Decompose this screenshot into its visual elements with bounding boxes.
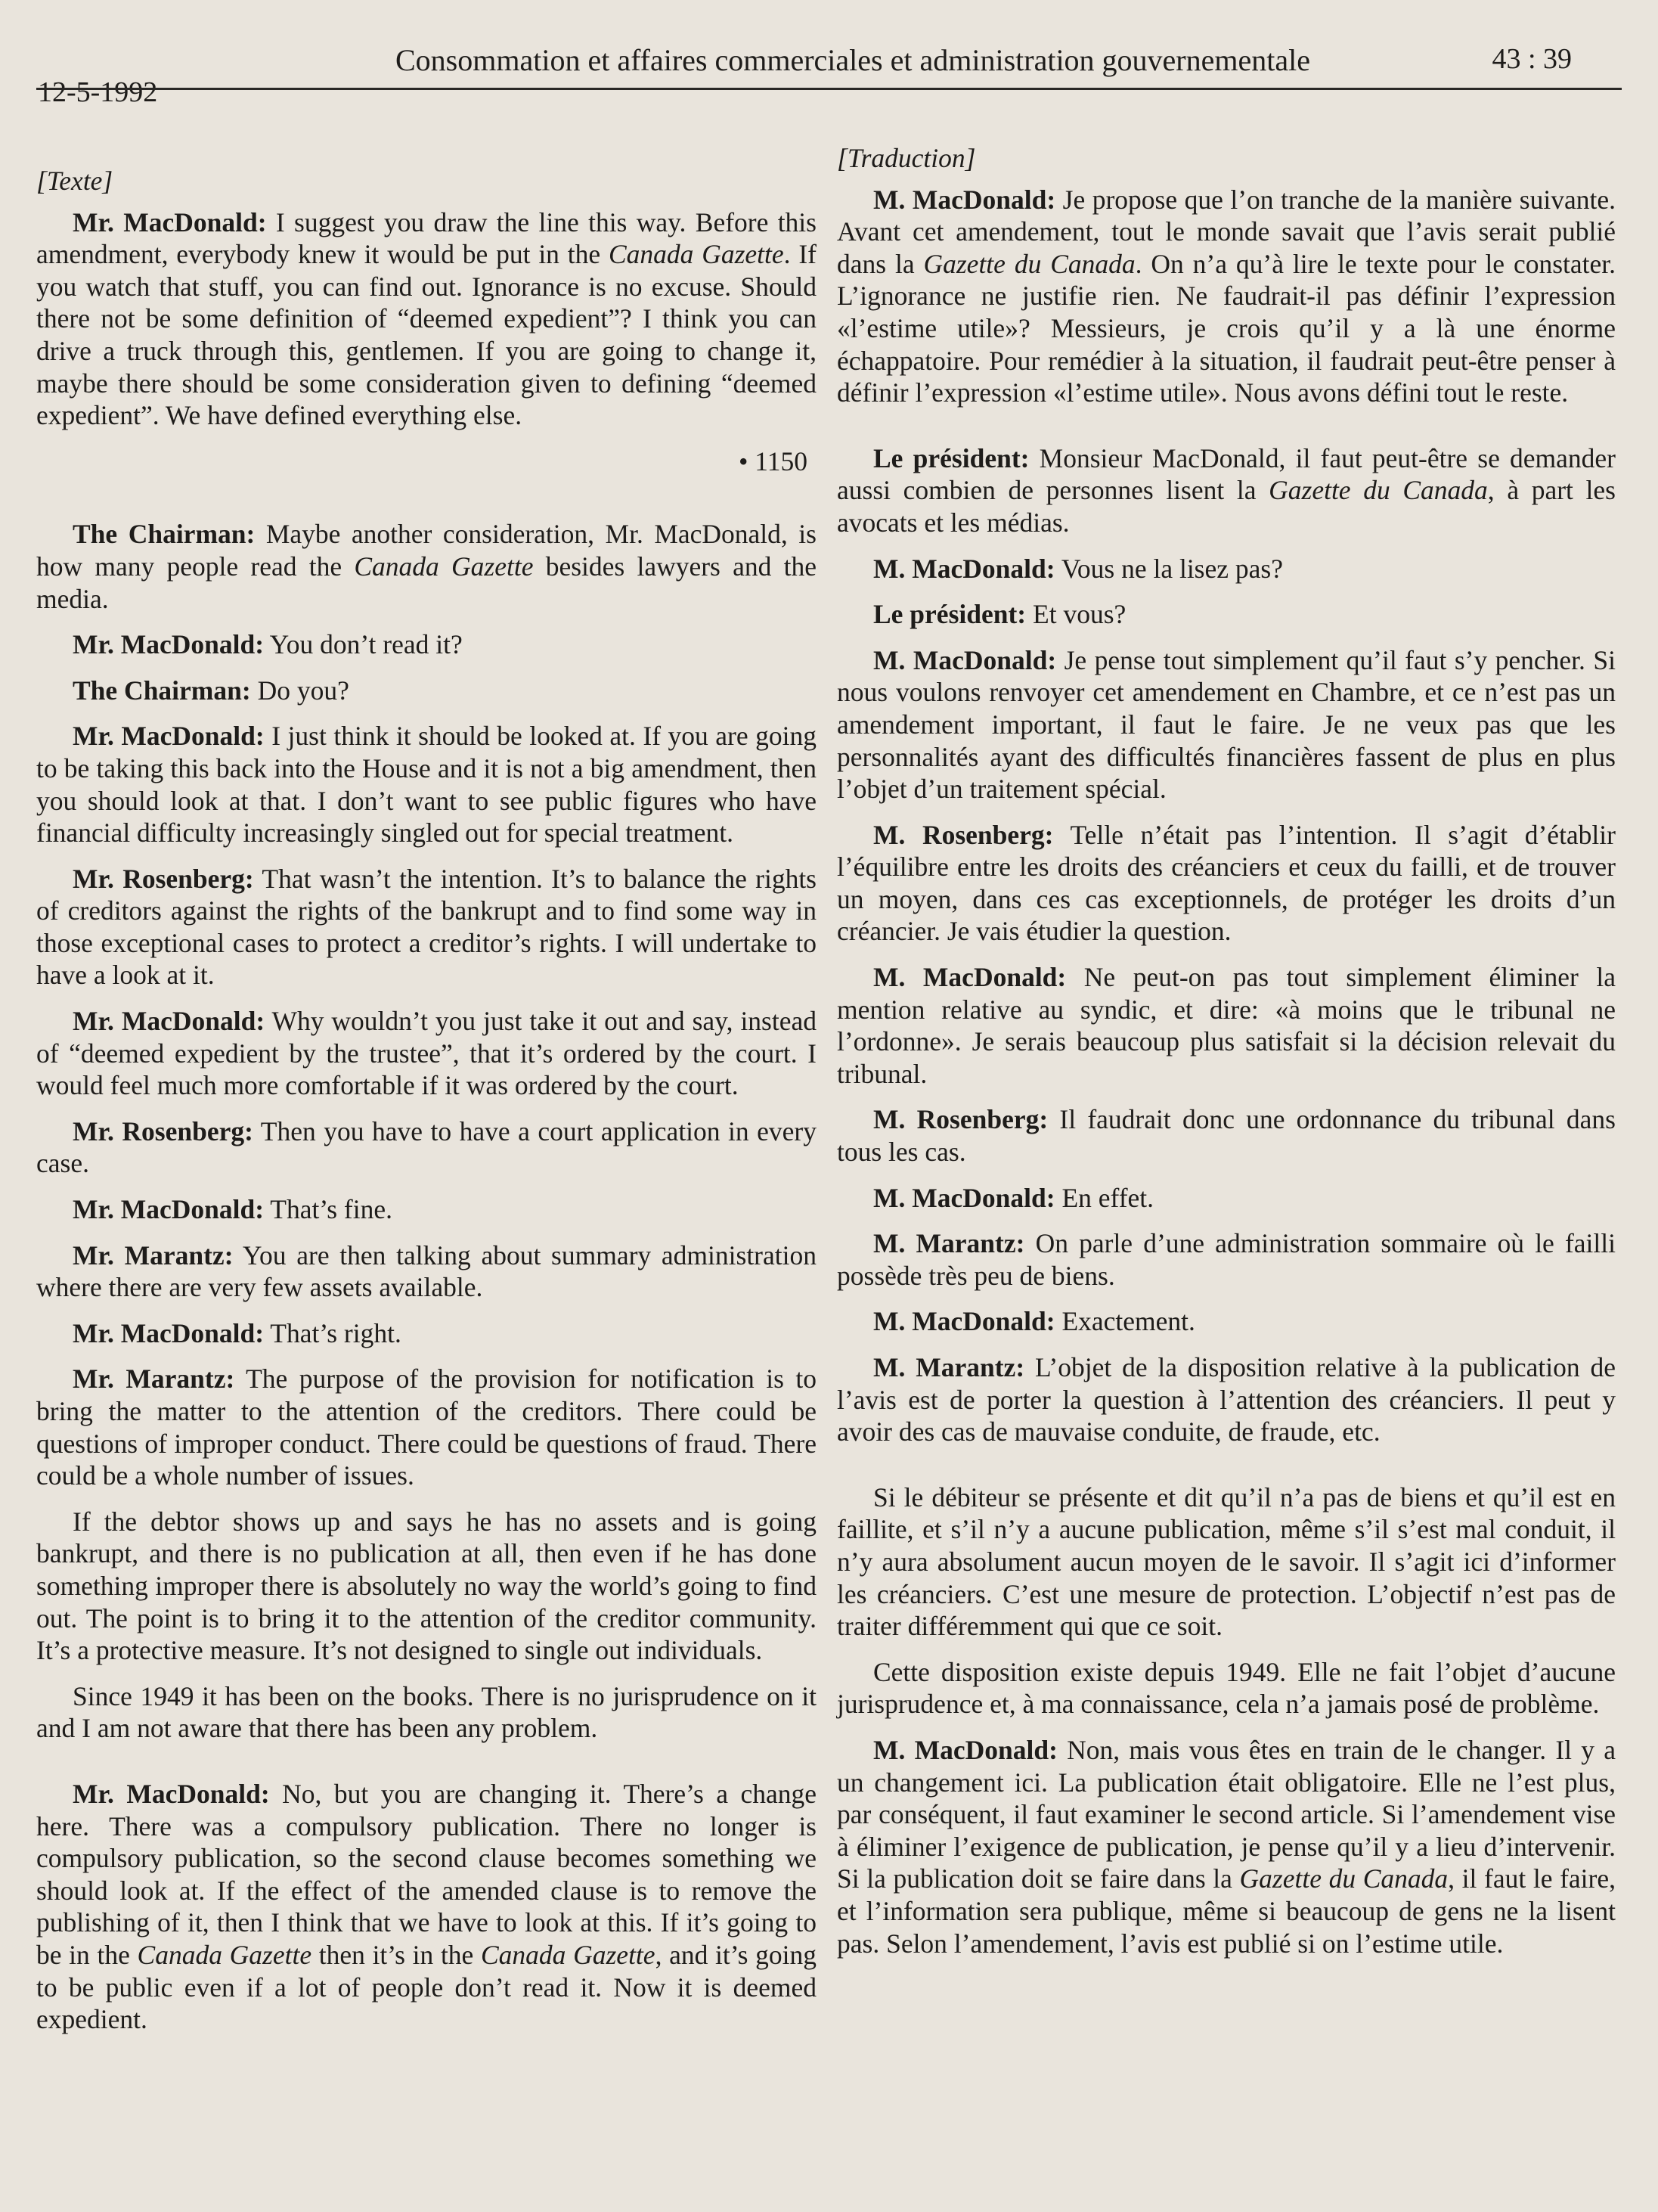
transcript-paragraph: M. Rosenberg: Telle n’était pas l’intention. Il s’agit d’établir l’équilibre entre les droits des créanciers et ceux du failli, et de trouver un moyen, dans ces cas exceptionnels, de protéger les droits d’un créancier. Je vais étudier la question.	[837, 819, 1616, 947]
header-date: 12-5-1992	[38, 76, 158, 108]
speaker-name: Mr. MacDonald:	[73, 206, 267, 237]
transcript-paragraph: Mr. Marantz: You are then talking about summary administration where there are very few assets available.	[36, 1239, 817, 1303]
transcript-paragraph: Si le débiteur se présente et dit qu’il n’a pas de biens et qu’il est en faillite, et s’il n’y a aucune publication, même s’il s’est mal conduit, il n’y aura absolument aucun moyen de le savoir. Il s’agit ici d’informer les créanciers. C’est une mesure de protection. L’objectif n’est pas de traiter différemment qui que ce soit.	[837, 1481, 1616, 1642]
speaker-name: M. Rosenberg:	[873, 819, 1054, 850]
speaker-name: Mr. Marantz:	[73, 1363, 235, 1395]
transcript-paragraph: Cette disposition existe depuis 1949. Elle ne fait l’objet d’aucune jurisprudence et, à ma connaissance, cela n’a jamais posé de problème.	[837, 1656, 1616, 1720]
speaker-name: M. Rosenberg:	[873, 1104, 1049, 1135]
speaker-name: M. MacDonald:	[873, 644, 1057, 675]
speaker-name: M. MacDonald:	[873, 1306, 1055, 1337]
speaker-name: Mr. MacDonald:	[73, 1778, 270, 1809]
transcript-paragraph: Mr. Marantz: The purpose of the provision for notification is to bring the matter to the attention of the creditors. There could be questions of improper conduct. There could be questions of fraud. There could be a whole number of issues.	[36, 1363, 817, 1491]
speaker-name: Mr. Rosenberg:	[73, 1115, 253, 1146]
transcript-paragraphs	[837, 184, 1616, 1960]
transcript-paragraph: M. MacDonald: Je propose que l’on tranche de la manière suivante. Avant cet amendement, tout le monde savait que l’avis serait publié dans la Gazette du Canada. On n’a qu’à lire le texte pour le constater. L’ignorance ne justifie rien. Ne faudrait-il pas définir l’expression «l’estime utile»? Messieurs, je crois qu’il y a là une énorme échappatoire. Pour remédier à la situation, il faudrait peut-être penser à définir l’expression «l’estime utile». Nous avons défini tout le reste.	[837, 184, 1616, 408]
publication-title: Gazette du Canada	[1239, 1863, 1449, 1894]
publication-title: Canada Gazette	[608, 239, 784, 270]
speaker-name: Mr. MacDonald:	[73, 1194, 265, 1225]
speaker-name: M. Marantz:	[873, 1228, 1025, 1259]
speaker-name: M. MacDonald:	[873, 553, 1055, 584]
transcript-paragraph: Le président: Et vous?	[873, 599, 1127, 630]
transcript-paragraph: M. MacDonald: Exactement.	[873, 1306, 1195, 1337]
transcript-paragraph: M. MacDonald: Ne peut-on pas tout simplement éliminer la mention relative au syndic, et dire: «à moins que le tribunal ne l’ordonne». Je serais beaucoup plus satisfait si la décision relevait du tribunal.	[837, 962, 1616, 1089]
transcript-paragraph: Mr. MacDonald: That’s right.	[73, 1317, 401, 1348]
transcript-paragraph: Mr. Rosenberg: Then you have to have a court application in every case.	[36, 1115, 817, 1179]
english-column	[36, 135, 817, 2049]
transcript-paragraph: Mr. MacDonald: No, but you are changing it. There’s a change here. There was a compulsory publication. There no longer is compulsory publication, so the second clause becomes something we should look at. If the effect of the amended clause is to remove the publishing of it, then I think that we have to look at this. If it’s going to be in the Canada Gazette then it’s in the Canada Gazette, and it’s going to be public even if a lot of people don’t read it. Now it is deemed expedient.	[36, 1778, 817, 2035]
transcript-paragraph: Mr. Rosenberg: That wasn’t the intention. It’s to balance the rights of creditors against the rights of the bankrupt and to find some way in those exceptional cases to protect a creditor’s rights. I will undertake to have a look at it.	[36, 863, 817, 991]
transcript-paragraph: Mr. MacDonald: I just think it should be looked at. If you are going to be taking this back into the House and it is not a big amendment, then you should look at that. I don’t want to see public figures who have financial difficulty increasingly singled out for special treatment.	[36, 721, 817, 849]
header-rule	[36, 88, 1622, 90]
transcript-paragraph: M. MacDonald: En effet.	[873, 1182, 1154, 1213]
transcript-paragraph: If the debtor shows up and says he has no assets and is going bankrupt, and there is no publication at all, then even if he has done something improper there is absolutely no way the world’s going to find out. The point is to bring it to the attention of the creditor community. It’s a protective measure. It’s not designed to single out individuals.	[36, 1506, 817, 1666]
transcript-paragraph: The Chairman: Maybe another consideration, Mr. MacDonald, is how many people read the Canada Gazette besides lawyers and the media.	[36, 519, 817, 614]
header-page-number: 43 : 39	[1492, 43, 1572, 75]
speaker-name: M. Marantz:	[873, 1352, 1025, 1382]
transcript-paragraph: M. Marantz: L’objet de la disposition relative à la publication de l’avis est de porter la question à l’attention des créanciers. Il peut y avoir des cas de mauvaise conduite, de fraude, etc.	[837, 1352, 1616, 1447]
transcript-paragraph: M. Rosenberg: Il faudrait donc une ordonnance du tribunal dans tous les cas.	[837, 1104, 1616, 1168]
transcript-paragraph: M. Marantz: On parle d’une administration sommaire où le failli possède très peu de biens.	[837, 1228, 1616, 1291]
transcript-paragraph: M. MacDonald: Je pense tout simplement qu’il faut s’y pencher. Si nous voulons renvoyer cet amendement en Chambre, et ce n’est pas un amendement important, il faut le faire. Je ne veux pas que les personnalités ayant des difficultés financières fassent de plus en plus l’objet d’un traitement spécial.	[837, 644, 1616, 805]
publication-title: Gazette du Canada	[1269, 475, 1488, 506]
transcript-paragraphs	[36, 206, 817, 2036]
speaker-name: Mr. Marantz:	[73, 1239, 234, 1270]
language-tag: [Traduction]	[837, 143, 976, 173]
speaker-name: The Chairman:	[73, 519, 256, 550]
header-title: Consommation et affaires commerciales et administration gouvernementale	[395, 43, 1310, 77]
transcript-paragraph: Le président: Monsieur MacDonald, il faut peut-être se demander aussi combien de personnes lisent la Gazette du Canada, à part les avocats et les médias.	[837, 442, 1616, 538]
speaker-name: Mr. Rosenberg:	[73, 863, 254, 894]
publication-title: Canada Gazette	[354, 551, 534, 582]
speaker-name: M. MacDonald:	[873, 184, 1056, 215]
transcript-paragraph: The Chairman: Do you?	[73, 675, 349, 706]
speaker-name: Mr. MacDonald:	[73, 1006, 265, 1037]
transcript-paragraph: M. MacDonald: Non, mais vous êtes en train de le changer. Il y a un changement ici. La publication était obligatoire. Elle ne l’est plus, par conséquent, il faut examiner le second article. Si l’amendement vise à éliminer l’exigence de publication, je pense qu’il y a lieu d’intervenir. Si la publication doit se faire dans la Gazette du Canada, il faut le faire, et l’information sera publique, même si beaucoup de gens ne la lisent pas. Selon l’amendement, l’avis est publié si on l’estime utile.	[837, 1734, 1616, 1959]
publication-title: Canada Gazette	[481, 1939, 655, 1970]
speaker-name: M. MacDonald:	[873, 962, 1067, 993]
speaker-name: M. MacDonald:	[873, 1734, 1058, 1765]
publication-title: Canada Gazette	[137, 1939, 312, 1970]
transcript-paragraph: Mr. MacDonald: Why wouldn’t you just take it out and say, instead of “deemed expedient by the trustee”, that it’s ordered by the court. I would feel much more comfortable if it was ordered by the court.	[36, 1006, 817, 1101]
language-tag: [Texte]	[36, 166, 113, 196]
transcript-paragraph: Mr. MacDonald: That’s fine.	[73, 1194, 392, 1225]
transcript-paragraph: Mr. MacDonald: I suggest you draw the line this way. Before this amendment, everybody knew it would be put in the Canada Gazette. If you watch that stuff, you can find out. Ignorance is no excuse. Should there not be some definition of “deemed expedient”? I think you can drive a truck through this, gentlemen. If you are going to change it, maybe there should be some consideration given to defining “deemed expedient”. We have defined everything else.	[36, 206, 817, 431]
speaker-name: Mr. MacDonald:	[73, 1317, 265, 1348]
speaker-name: Le président:	[873, 599, 1027, 630]
transcript-paragraph: M. MacDonald: Vous ne la lisez pas?	[873, 553, 1283, 584]
french-column	[837, 135, 1616, 1973]
speaker-name: M. MacDonald:	[873, 1182, 1055, 1213]
speaker-name: The Chairman:	[73, 675, 251, 706]
transcript-paragraph: Mr. MacDonald: You don’t read it?	[73, 629, 463, 660]
publication-title: Gazette du Canada	[923, 248, 1136, 279]
running-header	[36, 39, 1622, 108]
transcript-paragraph: Since 1949 it has been on the books. There is no jurisprudence on it and I am not aware that there has been any problem.	[36, 1680, 817, 1744]
speaker-name: Mr. MacDonald:	[73, 629, 265, 660]
time-marker: • 1150	[739, 445, 807, 476]
speaker-name: Le président:	[873, 442, 1030, 473]
speaker-name: Mr. MacDonald:	[73, 721, 265, 752]
